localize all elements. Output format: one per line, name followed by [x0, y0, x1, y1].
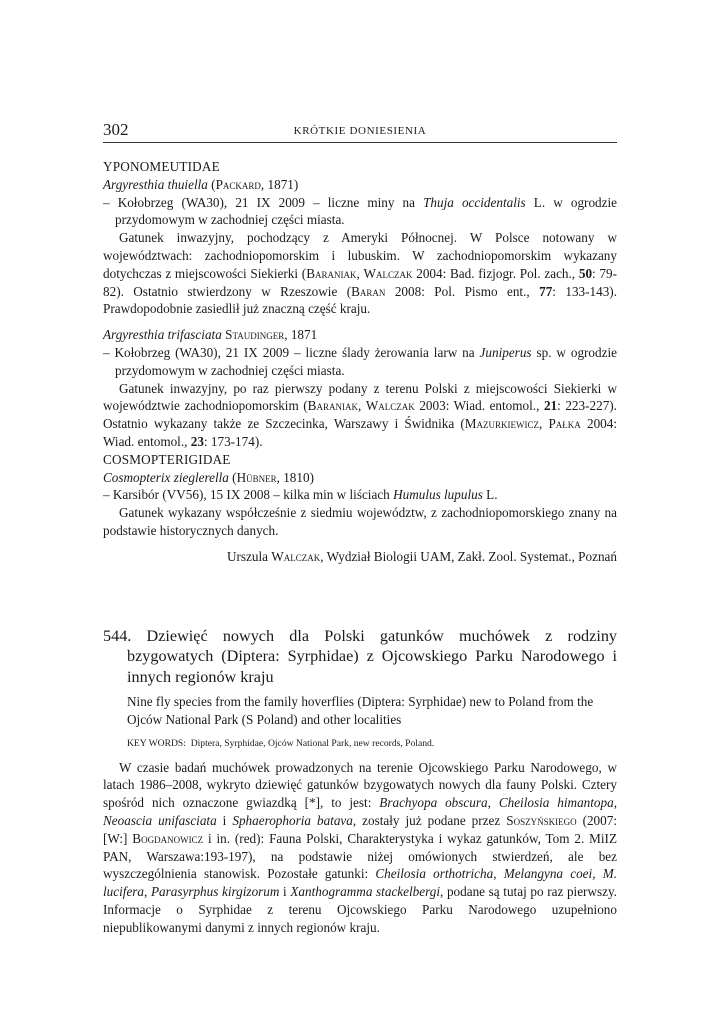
- species-name: Brachyopa obscura: [379, 795, 488, 811]
- article-paragraph: W czasie badań muchówek prowadzonych na terenie Ojcowskiego Parku Narodowego, w latach 1986–2008, wykryto dziewięć gatunków bzygowatych nowych dla fauny Polski. Cztery spośród nich oznaczone gwiazdką [*], to jest: Brachyopa obscura, Cheilosia himantopa, Neoascia unifasciata i Sphaerophoria batava, zostały już podane przez Soszyńskiego (2007: [W:] Bogdanowicz i in. (red): Fauna Polski, Charakterystyka i wykaz gatunków, Tom 2. MiIZ PAN, Warszawa:193-197), na podstawie niżej omówionych stwierdzeń, ale bez wyszczególnienia stanowisk. Pozostałe gatunki: Cheilosia orthotricha, Melangyna coei, M. lucifera, Parasyrphus kirgizorum i Xanthogramma stackelbergi, podane są tutaj po raz pierwszy. Informacje o Syrphidae z terenu Ojcowskiego Parku Narodowego uzupełniono niepublikowanymi danymi z innych regionów kraju.: [103, 759, 618, 935]
- author-name: Hübner: [236, 469, 277, 485]
- author-name: Walczak: [365, 398, 415, 414]
- english-title: Nine fly species from the family hoverflies (Diptera: Syrphidae) new to Poland from the Ojców National Park (S Poland) and other localities: [127, 694, 594, 727]
- species-name: Parasyrphus kirgizorum: [150, 884, 280, 900]
- host-plant: Juniperus: [479, 344, 532, 360]
- page-number: 302: [103, 120, 129, 139]
- article-title: 544. Dziewięć nowych dla Polski gatunków muchówek z rodziny bzygowatych (Diptera: Syrphidae) z Ojcowskiego Parku Narodowego i innych regionów kraju: [103, 626, 618, 686]
- volume-number: 77: [539, 283, 553, 299]
- family-heading: YPONOMEUTIDAE: [103, 159, 220, 174]
- volume-number: 21: [543, 398, 558, 414]
- host-plant: Thuja occidentalis: [423, 194, 526, 210]
- species-note: Gatunek inwazyjny, po raz pierwszy podany z terenu Polski z miejscowości Siekierki w województwie zachodniopomorskim (Baraniak, Walczak 2003: Wiad. entomol., 21: 223-227). Ostatnio wykazany także ze Szczecinka, Warszawy i Świdnika (Mazurkiewicz, Pałka 2004: Wiad. entomol., 23: 173-174).: [103, 380, 618, 449]
- species-name: Argyresthia trifasciata: [103, 327, 222, 343]
- author-name: Packard: [215, 176, 261, 192]
- species-heading: Argyresthia trifasciata Staudinger, 1871: [103, 327, 318, 343]
- author-name: Bogdanowicz: [132, 830, 204, 846]
- author-name: Staudinger: [225, 327, 285, 343]
- species-heading: Cosmopterix zieglerella (Hübner, 1810): [103, 469, 314, 485]
- species-name: Xanthogramma stackelbergi: [290, 884, 441, 900]
- record-entry: – Kołobrzeg (WA30), 21 IX 2009 – liczne ślady żerowania larw na Juniperus sp. w ogrodzie przydomowym w zachodniej części miasta.: [103, 344, 617, 378]
- header-rule: [103, 142, 617, 143]
- species-name: Sphaerophoria batava: [232, 813, 353, 829]
- keywords: KEY WORDS: Diptera, Syrphidae, Ojców National Park, new records, Poland.: [127, 737, 435, 749]
- species-name: M. lucifera: [103, 866, 617, 900]
- volume-number: 50: [578, 265, 593, 281]
- record-entry: – Karsibór (VV56), 15 IX 2008 – kilka min w liściach Humulus lupulus L.: [103, 487, 498, 503]
- record-entry: – Kołobrzeg (WA30), 21 IX 2009 – liczne miny na Thuja occidentalis L. w ogrodzie przydomowym w zachodniej części miasta.: [103, 194, 618, 228]
- species-name: Neoascia unifasciata: [103, 813, 217, 829]
- species-name: Cosmopterix zieglerella: [103, 469, 229, 485]
- page-header: [103, 120, 617, 142]
- species-heading: Argyresthia thuiella (Packard, 1871): [103, 176, 299, 192]
- author-signature: Urszula Walczak, Wydział Biologii UAM, Zakł. Zool. Systemat., Poznań: [226, 548, 617, 564]
- author-name: Soszyńskiego: [506, 813, 577, 829]
- volume-number: 23: [190, 433, 204, 449]
- author-name: Mazurkiewicz: [464, 416, 539, 432]
- author-name: Baran: [351, 283, 386, 299]
- running-title: KRÓTKIE DONIESIENIA: [293, 125, 427, 137]
- author-name: Baraniak: [306, 265, 357, 281]
- page-body: [103, 158, 617, 937]
- species-name: Melangyna coei: [503, 866, 593, 882]
- species-name: Cheilosia orthotricha: [375, 866, 494, 882]
- species-name: Argyresthia thuiella: [103, 176, 208, 192]
- author-name: Walczak: [271, 548, 321, 564]
- family-heading: COSMOPTERIGIDAE: [103, 451, 231, 467]
- species-note: Gatunek wykazany współcześnie z siedmiu województw, z zachodniopomorskiego znany na podstawie historycznych danych.: [103, 505, 617, 538]
- host-plant: Humulus lupulus: [393, 487, 483, 503]
- species-name: Cheilosia himantopa: [498, 795, 614, 811]
- author-name: Walczak: [363, 265, 413, 281]
- article-number: 544.: [103, 626, 132, 645]
- species-note: Gatunek inwazyjny, pochodzący z Ameryki Północnej. W Polsce notowany w województwach: zachodniopomorskim i lubuskim. W zachodniopomorskim wykazany dotychczas z miejscowości Siekierki (Baraniak, Walczak 2004: Bad. fizjogr. Pol. zach., 50: 79-82). Ostatnio stwierdzony w Rzeszowie (Baran 2008: Pol. Pismo ent., 77: 133-143). Prawdopodobnie zasiedlił już znaczną część kraju.: [103, 230, 618, 317]
- author-name: Pałka: [548, 416, 581, 432]
- keywords-label: KEY WORDS:: [127, 737, 186, 749]
- author-name: Baraniak: [307, 398, 358, 414]
